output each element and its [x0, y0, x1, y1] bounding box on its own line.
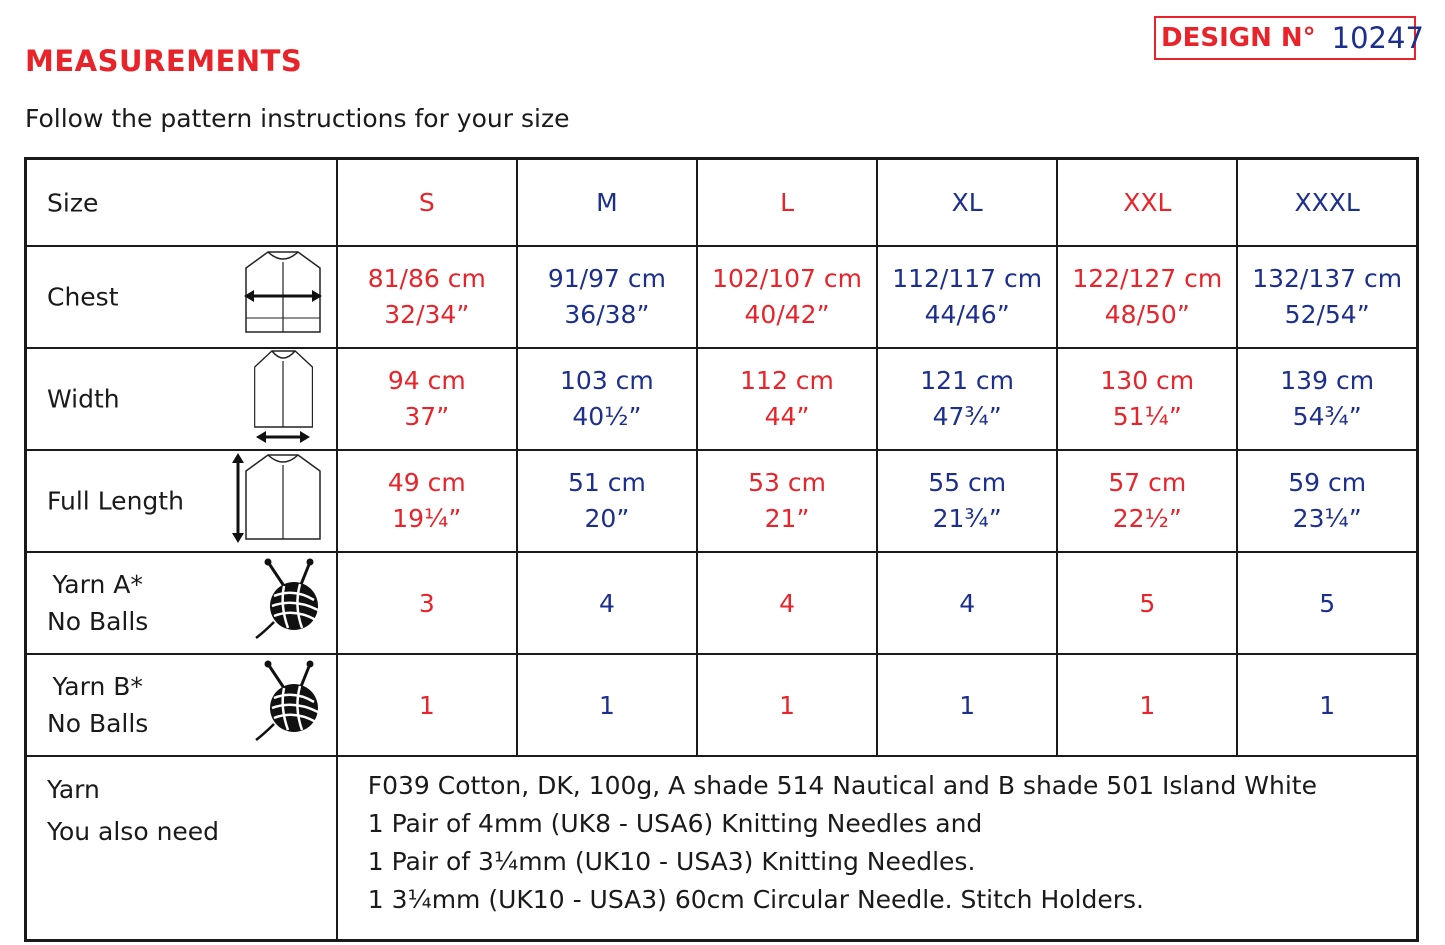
size-label-cell: [26, 159, 337, 247]
width-inch: 37”: [404, 402, 450, 431]
design-label: DESIGN N°: [1161, 23, 1316, 53]
yarn-b-count: 1: [1237, 654, 1417, 756]
chest-cm: 102/107 cm: [712, 264, 862, 293]
length-inch: 21”: [764, 504, 810, 533]
needs-item: 1 Pair of 3¼mm (UK10 - USA3) Knitting Needles.: [367, 847, 976, 876]
length-cell: [517, 450, 697, 552]
design-number-box: [1154, 16, 1424, 60]
length-inch: 19¼”: [392, 504, 462, 533]
width-cell: [337, 348, 517, 450]
length-cm: 53 cm: [748, 468, 826, 497]
chest-cm: 122/127 cm: [1072, 264, 1223, 293]
width-inch: 54¾”: [1292, 402, 1362, 431]
yarn-ball-icon: [254, 660, 326, 750]
length-inch: 21¾”: [932, 504, 1002, 533]
yarn-label: Yarn: [47, 775, 100, 804]
width-label-cell: [26, 348, 337, 450]
chest-cell: [337, 246, 517, 348]
chest-cell: [877, 246, 1057, 348]
chest-label: Chest: [47, 282, 119, 312]
chest-cell: [1237, 246, 1417, 348]
chest-inch: 48/50”: [1104, 300, 1190, 329]
width-cm: 130 cm: [1100, 366, 1195, 395]
chest-cm: 112/117 cm: [892, 264, 1043, 293]
length-cell: [337, 450, 517, 552]
width-inch: 47¾”: [932, 402, 1002, 431]
yarn-a-balls-label: No Balls: [47, 607, 149, 636]
length-cm: 55 cm: [928, 468, 1007, 497]
yarn-b-row: [26, 654, 1418, 756]
chest-cm: 132/137 cm: [1252, 264, 1403, 293]
chest-cm: 91/97 cm: [547, 264, 666, 293]
yarn-a-count: 4: [877, 552, 1057, 654]
yarn-b-title: Yarn B*: [52, 672, 143, 701]
length-label: Full Length: [47, 486, 184, 516]
length-cm: 57 cm: [1108, 468, 1187, 497]
yarn-info-cell: [337, 756, 1418, 941]
width-cell: [517, 348, 697, 450]
measurements-table: [24, 157, 1419, 942]
width-cm: 112 cm: [740, 366, 834, 395]
size-header: XXL: [1057, 159, 1237, 247]
size-row: [26, 159, 1418, 247]
needs-item: 1 3¼mm (UK10 - USA3) 60cm Circular Needle. Stitch Holders.: [367, 885, 1144, 914]
length-cell: [877, 450, 1057, 552]
also-need-label: You also need: [47, 817, 220, 846]
yarn-b-count: 1: [1057, 654, 1237, 756]
chest-inch: 40/42”: [744, 300, 830, 329]
size-label: Size: [47, 188, 99, 217]
yarn-a-count: 5: [1057, 552, 1237, 654]
length-cell: [1057, 450, 1237, 552]
page-title: MEASUREMENTS: [25, 44, 303, 78]
width-row: [26, 348, 1418, 450]
width-cm: 121 cm: [920, 366, 1015, 395]
yarn-info-label-cell: [26, 756, 337, 941]
width-cell: [697, 348, 877, 450]
width-cm: 94 cm: [387, 366, 466, 395]
needs-item: 1 Pair of 4mm (UK8 - USA6) Knitting Needles and: [367, 809, 983, 838]
yarn-a-count: 4: [697, 552, 877, 654]
chest-cell: [1057, 246, 1237, 348]
yarn-a-row: [26, 552, 1418, 654]
length-cm: 49 cm: [387, 468, 466, 497]
yarn-a-count: 5: [1237, 552, 1417, 654]
chest-inch: 44/46”: [924, 300, 1010, 329]
chest-inch: 32/34”: [384, 300, 470, 329]
width-inch: 44”: [764, 402, 810, 431]
length-inch: 22½”: [1112, 504, 1182, 533]
width-cm: 103 cm: [560, 366, 654, 395]
yarn-a-label-cell: [26, 552, 337, 654]
yarn-a-label: [47, 566, 148, 640]
length-inch: 23¼”: [1292, 504, 1362, 533]
yarn-a-title: Yarn A*: [52, 570, 143, 599]
yarn-a-count: 3: [337, 552, 517, 654]
size-header: S: [337, 159, 517, 247]
chest-diagram-icon: [240, 248, 326, 346]
size-header: L: [697, 159, 877, 247]
width-cell: [1237, 348, 1417, 450]
length-inch: 20”: [584, 504, 630, 533]
yarn-info-row: [26, 756, 1418, 941]
length-diagram-icon: [230, 451, 326, 551]
width-label: Width: [47, 384, 120, 414]
design-number: 10247: [1331, 21, 1424, 55]
chest-label-cell: [26, 246, 337, 348]
width-cell: [1057, 348, 1237, 450]
yarn-a-count: 4: [517, 552, 697, 654]
yarn-b-label-cell: [26, 654, 337, 756]
length-row: [26, 450, 1418, 552]
chest-row: [26, 246, 1418, 348]
size-header: M: [517, 159, 697, 247]
length-cell: [1237, 450, 1417, 552]
chest-inch: 52/54”: [1284, 300, 1370, 329]
chest-cm: 81/86 cm: [367, 264, 486, 293]
width-inch: 40½”: [572, 402, 642, 431]
size-header: XL: [877, 159, 1057, 247]
width-diagram-icon: [240, 349, 326, 449]
width-cell: [877, 348, 1057, 450]
length-label-cell: [26, 450, 337, 552]
chest-cell: [697, 246, 877, 348]
yarn-b-count: 1: [697, 654, 877, 756]
length-cm: 51 cm: [567, 468, 646, 497]
length-cell: [697, 450, 877, 552]
length-cm: 59 cm: [1288, 468, 1367, 497]
yarn-b-balls-label: No Balls: [47, 709, 149, 738]
width-inch: 51¼”: [1112, 402, 1182, 431]
yarn-b-label: [47, 668, 148, 742]
yarn-b-count: 1: [337, 654, 517, 756]
yarn-ball-icon: [254, 558, 326, 648]
subtitle: Follow the pattern instructions for your size: [25, 104, 570, 133]
yarn-b-count: 1: [517, 654, 697, 756]
chest-inch: 36/38”: [564, 300, 650, 329]
size-header: XXXL: [1237, 159, 1417, 247]
yarn-b-count: 1: [877, 654, 1057, 756]
chest-cell: [517, 246, 697, 348]
width-cm: 139 cm: [1280, 366, 1375, 395]
yarn-info-text: F039 Cotton, DK, 100g, A shade 514 Nautical and B shade 501 Island White: [367, 771, 1317, 800]
